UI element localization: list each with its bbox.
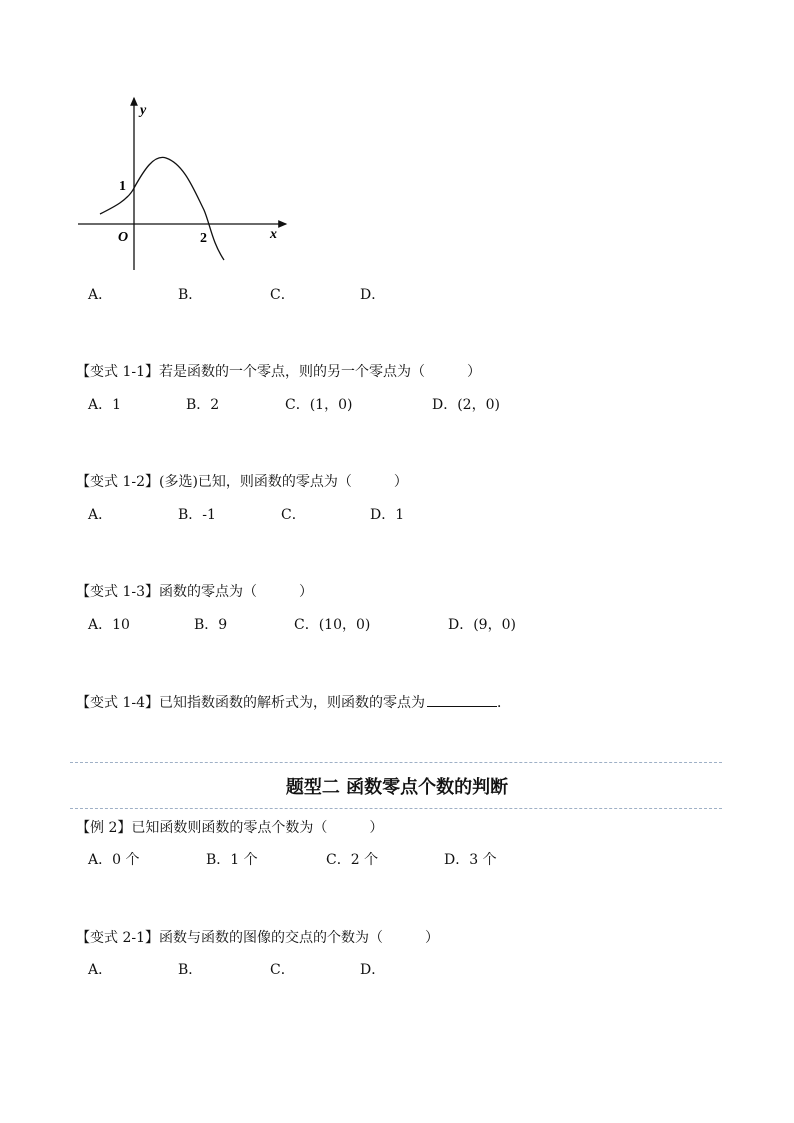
answer-blank[interactable]	[427, 705, 497, 707]
option-a[interactable]: A．1	[88, 397, 122, 413]
question-variant-1-4	[76, 692, 511, 712]
option-c[interactable]: C．(1，0)	[285, 397, 353, 413]
q0-option-a[interactable]: A．	[88, 287, 113, 303]
question-text: 【变式 1-1】若是函数的一个零点，则的另一个零点为（ ）	[76, 364, 481, 380]
function-graph	[70, 92, 295, 274]
option-d[interactable]: D．(2，0)	[432, 397, 500, 413]
option-a[interactable]: A．	[88, 507, 113, 523]
origin-label: O	[118, 230, 129, 245]
option-b[interactable]: B．	[178, 962, 203, 978]
question-suffix: ．	[497, 695, 511, 711]
option-c[interactable]: C．(10，0)	[294, 617, 371, 633]
q0-option-c[interactable]: C．	[270, 287, 295, 303]
section-divider-bottom	[70, 808, 722, 809]
question-text: 【变式 1-4】已知指数函数的解析式为，则函数的零点为	[76, 695, 425, 711]
option-c[interactable]: C．	[270, 962, 295, 978]
question-text: 【变式 1-3】函数的零点为（ ）	[76, 584, 313, 600]
y-tick-label: 1	[119, 179, 126, 194]
question-text: 【例 2】已知函数则函数的零点个数为（ ）	[76, 820, 384, 836]
section-divider-top	[70, 762, 722, 763]
section-title: 题型二 函数零点个数的判断	[285, 777, 509, 798]
option-d[interactable]: D．3 个	[444, 852, 497, 868]
y-axis-label: y	[140, 103, 147, 118]
option-c[interactable]: C．2 个	[326, 852, 379, 868]
option-b[interactable]: B．-1	[178, 507, 216, 523]
option-a[interactable]: A．10	[88, 617, 130, 633]
option-d[interactable]: D．1	[370, 507, 405, 523]
option-d[interactable]: D．	[360, 962, 386, 978]
option-c[interactable]: C．	[281, 507, 306, 523]
q0-option-b[interactable]: B．	[178, 287, 203, 303]
option-b[interactable]: B．2	[186, 397, 220, 413]
option-a[interactable]: A．0 个	[88, 852, 140, 868]
q0-option-d[interactable]: D．	[360, 287, 386, 303]
option-b[interactable]: B．9	[194, 617, 228, 633]
question-text: 【变式 2-1】函数与函数的图像的交点的个数为（ ）	[76, 930, 439, 946]
option-a[interactable]: A．	[88, 962, 113, 978]
option-d[interactable]: D．(9，0)	[448, 617, 516, 633]
x-tick-label: 2	[200, 231, 207, 246]
x-axis-label: x	[270, 227, 277, 242]
question-text: 【变式 1-2】(多选)已知，则函数的零点为（ ）	[76, 474, 408, 490]
option-b[interactable]: B．1 个	[206, 852, 258, 868]
